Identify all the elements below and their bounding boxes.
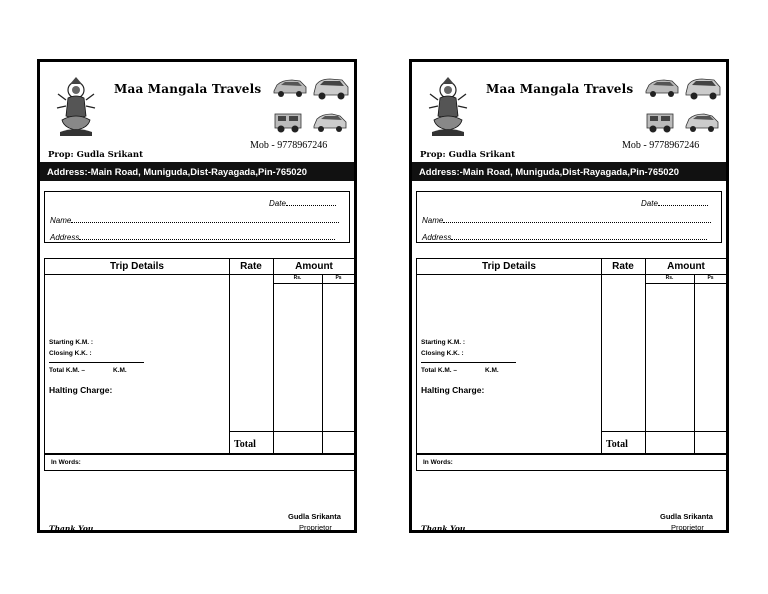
closing-km-label: Closing K.K. : bbox=[421, 350, 464, 357]
address-label: Address bbox=[422, 233, 452, 242]
amount-column-divider bbox=[273, 259, 274, 453]
total-km-label: Total K.M. – bbox=[49, 367, 85, 374]
trip-table bbox=[44, 258, 356, 454]
bill-header bbox=[412, 62, 726, 162]
in-words-box[interactable] bbox=[44, 454, 356, 471]
rs-subheader: Rs. bbox=[293, 275, 302, 281]
date-field[interactable] bbox=[269, 198, 336, 208]
total-row-divider bbox=[601, 431, 727, 432]
thank-you-note: Thank You bbox=[49, 524, 94, 533]
closing-km-label: Closing K.K. : bbox=[49, 350, 92, 357]
suv-car-icon bbox=[684, 75, 722, 101]
proprietor-line: Prop: Gudla Srikant bbox=[48, 150, 144, 160]
ps-subheader: Ps bbox=[707, 275, 714, 281]
name-field[interactable] bbox=[422, 215, 711, 225]
trip-table bbox=[416, 258, 728, 454]
company-name: Maa Mangala Travels bbox=[114, 82, 262, 96]
date-label: Date bbox=[641, 199, 658, 208]
starting-km-label: Starting K.M. : bbox=[421, 339, 466, 346]
address-bar: Address:-Main Road, Muniguda,Dist-Rayagada,Pin-765020 bbox=[412, 162, 726, 181]
hatchback-car-icon bbox=[272, 77, 308, 99]
bill-form-right bbox=[409, 59, 729, 533]
address-field[interactable] bbox=[422, 232, 707, 242]
signatory-title: Proprietor bbox=[299, 523, 332, 532]
km-unit-label: K.M. bbox=[485, 367, 499, 374]
subheader-divider bbox=[273, 283, 355, 284]
total-row-divider bbox=[229, 431, 355, 432]
amount-header: Amount bbox=[667, 261, 705, 272]
rs-ps-divider bbox=[694, 274, 695, 453]
bill-header bbox=[40, 62, 354, 162]
name-label: Name bbox=[422, 216, 444, 225]
thank-you-note: Thank You bbox=[421, 524, 466, 533]
bill-form-left bbox=[37, 59, 357, 533]
halting-charge-label: Halting Charge: bbox=[421, 385, 485, 395]
total-label: Total bbox=[606, 439, 628, 450]
deity-icon bbox=[56, 76, 96, 138]
starting-km-label: Starting K.M. : bbox=[49, 339, 94, 346]
hatchback-car-icon bbox=[644, 77, 680, 99]
date-label: Date bbox=[269, 199, 286, 208]
rate-header: Rate bbox=[612, 261, 634, 272]
signatory-title: Proprietor bbox=[671, 523, 704, 532]
sedan-car-icon bbox=[684, 110, 720, 134]
rs-subheader: Rs. bbox=[665, 275, 674, 281]
amount-header: Amount bbox=[295, 261, 333, 272]
rs-ps-divider bbox=[322, 274, 323, 453]
signatory-name: Gudla Srikanta bbox=[660, 512, 713, 521]
trip-details-header: Trip Details bbox=[482, 261, 536, 272]
rate-header: Rate bbox=[240, 261, 262, 272]
jeep-icon bbox=[644, 110, 676, 134]
signatory-name: Gudla Srikanta bbox=[288, 512, 341, 521]
in-words-box[interactable] bbox=[416, 454, 728, 471]
ps-subheader: Ps bbox=[335, 275, 342, 281]
proprietor-line: Prop: Gudla Srikant bbox=[420, 150, 516, 160]
name-field[interactable] bbox=[50, 215, 339, 225]
km-separator-line bbox=[49, 362, 144, 363]
km-separator-line bbox=[421, 362, 516, 363]
address-field[interactable] bbox=[50, 232, 335, 242]
total-km-label: Total K.M. – bbox=[421, 367, 457, 374]
amount-column-divider bbox=[645, 259, 646, 453]
customer-details-box bbox=[44, 191, 350, 243]
name-label: Name bbox=[50, 216, 72, 225]
mobile-number: Mob - 9778967246 bbox=[622, 140, 700, 151]
customer-details-box bbox=[416, 191, 722, 243]
rate-column-divider bbox=[229, 259, 230, 453]
suv-car-icon bbox=[312, 75, 350, 101]
total-label: Total bbox=[234, 439, 256, 450]
halting-charge-label: Halting Charge: bbox=[49, 385, 113, 395]
subheader-divider bbox=[645, 283, 727, 284]
company-name: Maa Mangala Travels bbox=[486, 82, 634, 96]
in-words-label: In Words: bbox=[51, 459, 81, 466]
date-field[interactable] bbox=[641, 198, 708, 208]
jeep-icon bbox=[272, 110, 304, 134]
km-unit-label: K.M. bbox=[113, 367, 127, 374]
address-label: Address bbox=[50, 233, 80, 242]
address-bar: Address:-Main Road, Muniguda,Dist-Rayagada,Pin-765020 bbox=[40, 162, 354, 181]
rate-column-divider bbox=[601, 259, 602, 453]
mobile-number: Mob - 9778967246 bbox=[250, 140, 328, 151]
deity-icon bbox=[428, 76, 468, 138]
sedan-car-icon bbox=[312, 110, 348, 134]
trip-details-header: Trip Details bbox=[110, 261, 164, 272]
in-words-label: In Words: bbox=[423, 459, 453, 466]
